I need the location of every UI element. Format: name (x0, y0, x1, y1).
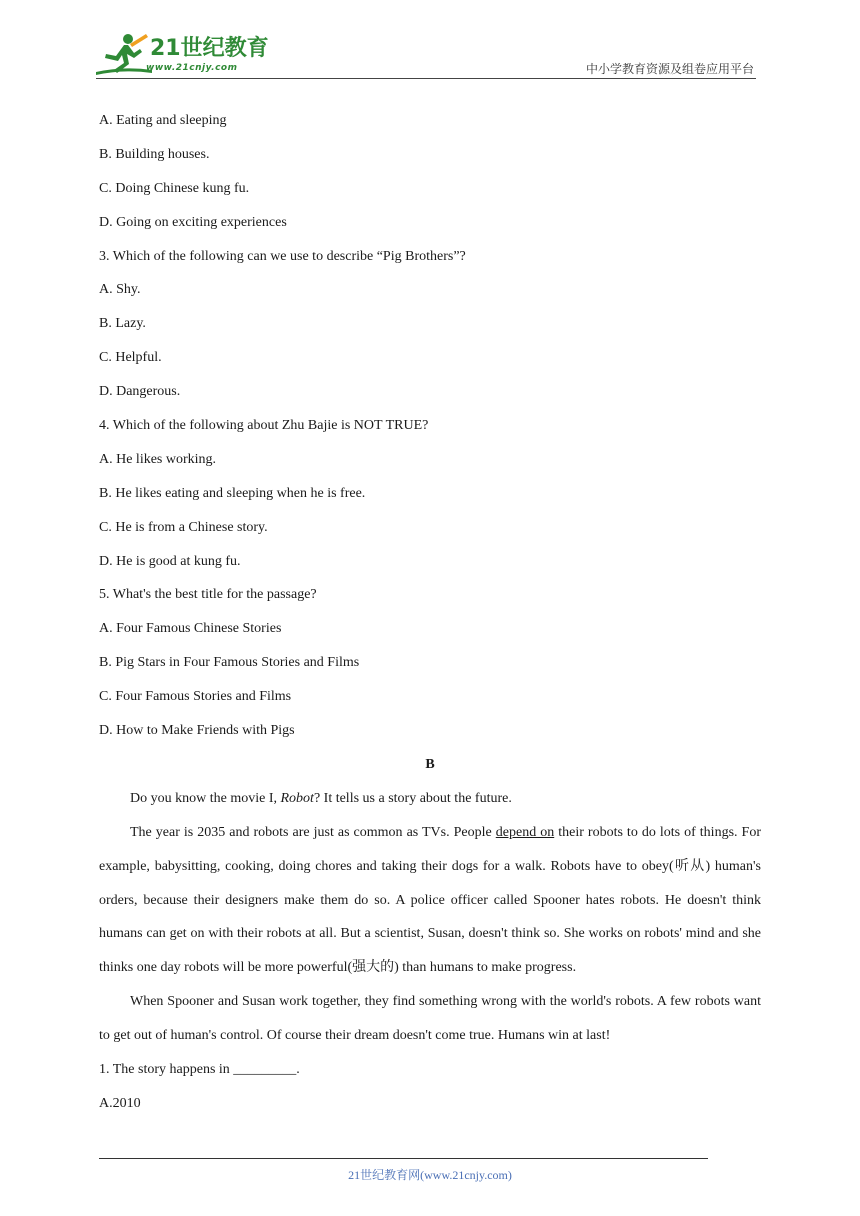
paragraph-3: When Spooner and Susan work together, they find something wrong with the world's robots. A few robots want to get out of human's control. Of course their dream doesn't come true. Humans win at last! (99, 994, 761, 1044)
question-line: 4. Which of the following about Zhu Bajie is NOT TRUE? (99, 418, 429, 434)
option-line: B. He likes eating and sleeping when he is free. (99, 485, 366, 501)
site-name: 21世纪教育 (150, 36, 269, 61)
footer-text: 21世纪教育网(www.21cnjy.com) (348, 1168, 512, 1182)
option-line: D. How to Make Friends with Pigs (99, 723, 295, 739)
option-line: C. Helpful. (99, 350, 162, 366)
paragraph-2 (99, 816, 761, 986)
p1-text-b: ? It tells us a story about the future. (313, 790, 512, 806)
paragraph-1 (99, 782, 761, 816)
option-line: C. He is from a Chinese story. (99, 519, 268, 535)
option-line: A. Eating and sleeping (99, 113, 227, 128)
option-line: D. Dangerous. (99, 384, 181, 400)
option-line: B. Building houses. (99, 146, 210, 162)
option-line: B. Pig Stars in Four Famous Stories and Films (99, 655, 360, 671)
p2-text-b: their robots to do lots of things. For example, babysitting, cooking, doing chores and taking their dogs for a walk. Robots have to obey(听从) human's orders, because their designers make them do so. A police officer called Spooner hates robots. He doesn't think humans can get on with their robots at all. But a scientist, Susan, doesn't think so. She works on robots' mind and she thinks one day robots will be more powerful(强大的) than humans to make progress. (99, 824, 761, 976)
question-line: 1. The story happens in _________. (99, 1062, 300, 1078)
p1-text-a: Do you know the movie I, (130, 790, 281, 806)
option-line: A. Shy. (99, 282, 141, 298)
header-tagline: 中小学教育资源及组卷应用平台 (585, 62, 754, 76)
header-divider (96, 78, 756, 79)
option-line: C. Four Famous Stories and Films (99, 689, 292, 705)
option-line: A. Four Famous Chinese Stories (99, 621, 282, 637)
p2-text-a: The year is 2035 and robots are just as common as TVs. People (130, 824, 496, 840)
site-url: www.21cnjy.com (146, 63, 238, 73)
p1-italic-title: Robot (280, 790, 314, 806)
page-header (0, 0, 860, 90)
question-line: 3. Which of the following can we use to describe “Pig Brothers”? (99, 248, 466, 264)
section-title: B (425, 756, 435, 772)
question-line: 5. What's the best title for the passage? (99, 587, 317, 603)
option-line: D. He is good at kung fu. (99, 553, 241, 569)
option-line: A.2010 (99, 1095, 141, 1111)
runner-logo-icon (94, 32, 154, 78)
option-line: C. Doing Chinese kung fu. (99, 180, 250, 196)
document-body (99, 104, 761, 1121)
option-line: A. He likes working. (99, 451, 217, 467)
underlined-phrase: depend on (495, 824, 555, 840)
option-line: B. Lazy. (99, 316, 146, 332)
footer-divider (99, 1158, 708, 1159)
option-line: D. Going on exciting experiences (99, 214, 287, 230)
